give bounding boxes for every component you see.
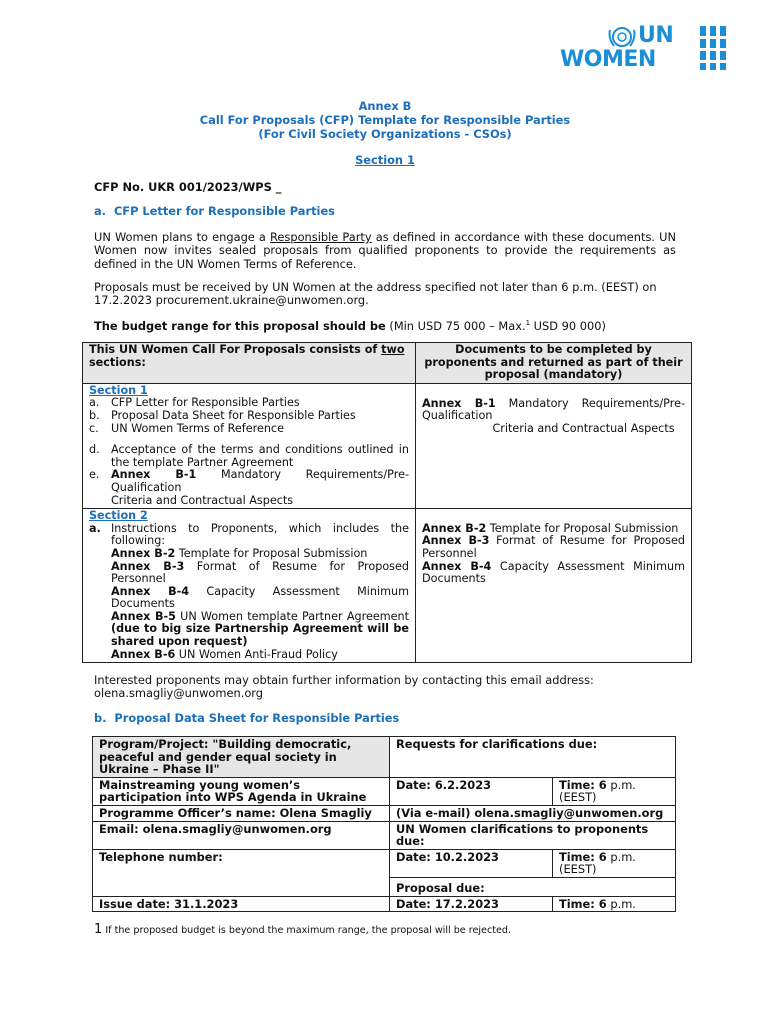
section-1-right-cell: Annex B-1 Mandatory Requirements/Pre-Qualification Criteria and Contractual Aspects (416, 383, 692, 508)
date2-cell: Date: 10.2.2023 (390, 849, 553, 877)
list-item: b. Proposal Data Sheet for Responsible Parties (89, 408, 356, 422)
list-item: c. UN Women Terms of Reference (89, 421, 284, 435)
cfp-number: CFP No. UKR 001/2023/WPS _ (94, 180, 282, 194)
contact-paragraph: Interested proponents may obtain further information by contacting this email address: olena.smagliy@unwomen.org (94, 673, 594, 701)
un-women-logo (560, 23, 730, 72)
budget-range: The budget range for this proposal should be (Min USD 75 000 – Max.$^1$ USD 90 000) (94, 319, 606, 333)
section-2-label: Section 2 (89, 509, 148, 523)
document-title: Call For Proposals (CFP) Template for Responsible Parties (199, 113, 571, 127)
requests-cell: Requests for clarifications due: (390, 737, 676, 778)
time2-cell: Time: 6 p.m. (EEST) (553, 849, 676, 877)
logo-pillars-icon (698, 24, 728, 72)
program-cell: Program/Project: "Building democratic, peaceful and gender equal society in Ukraine – Phase II" (93, 737, 390, 778)
logo-women: WOMEN (560, 47, 656, 72)
date3-cell: Date: 17.2.2023 (390, 896, 553, 912)
sections-header-left: This UN Women Call For Proposals consists of two sections: (83, 343, 416, 384)
footnote: 1 If the proposed budget is beyond the maximum range, the proposal will be rejected. (94, 922, 512, 937)
section-1-heading: Section 1 (355, 153, 415, 167)
telephone-cell: Telephone number: (93, 849, 390, 896)
section-a-heading: a. CFP Letter for Responsible Parties (94, 204, 335, 218)
issue-date-cell: Issue date: 31.1.2023 (93, 896, 390, 912)
proposal-due-cell: Proposal due: (390, 878, 676, 897)
deadline-paragraph: Proposals must be received by UN Women at the address specified not later than 6 p.m. (EEST) on 17.2.2023 procurement.ukraine@unwomen.org. (94, 280, 657, 308)
list-item: d. Acceptance of the terms and conditions outlined in the template Partner Agreement (89, 443, 409, 469)
time1-cell: Time: 6 p.m. (EEST) (553, 777, 676, 805)
unw-clarifications-cell: UN Women clarifications to proponents due: (390, 821, 676, 849)
list-item: a. Instructions to Proponents, which includes the following: (89, 521, 409, 548)
list-item: e. Annex B-1 Mandatory Requirements/Pre-Qualification Criteria and Contractual Aspects (89, 468, 409, 507)
officer-cell: Programme Officer’s name: Olena Smagliy (93, 805, 390, 821)
mainstream-cell: Mainstreaming young women’s participation into WPS Agenda in Ukraine (93, 777, 390, 805)
sections-table (82, 342, 692, 663)
section-2-right-cell: Annex B-2 Template for Proposal Submission Annex B-3 Format of Resume for Proposed Personnel Annex B-4 Capacity Assessment Minimum Documents (416, 509, 692, 663)
time3-cell: Time: 6 p.m. (553, 896, 676, 912)
section-2-cell: Section 2 a. Instructions to Proponents, which includes the following: Annex B-2 Template for Proposal Submission Annex B-3 Format of Resume for Proposed Personnel Annex B-4 Capacity Assessment Minimum Documents Annex B-5 UN Women template Partner Agreement (due to big size Partnership Agreement will be shared upon request) Annex B-6 UN Women Anti-Fraud Policy (83, 509, 416, 663)
logo-un: UN (638, 23, 674, 48)
intro-paragraph: UN Women plans to engage a Responsible Party as defined in accordance with these documents. UN Women now invites sealed proposals from qualified proponents to provide the requirements as defined in the UN Women Terms of Reference. (94, 230, 676, 271)
annex-title: Annex B (358, 99, 412, 113)
responsible-party-link: Responsible Party (270, 230, 372, 244)
proposal-data-table (92, 736, 676, 912)
section-1-label: Section 1 (89, 383, 148, 397)
email-cell: Email: olena.smagliy@unwomen.org (93, 821, 390, 849)
via-email-cell: (Via e-mail) olena.smagliy@unwomen.org (390, 805, 676, 821)
date1-cell: Date: 6.2.2023 (390, 777, 553, 805)
section-b-heading: b. Proposal Data Sheet for Responsible Parties (94, 711, 400, 725)
list-item: a. CFP Letter for Responsible Parties (89, 396, 300, 410)
document-subtitle: (For Civil Society Organizations - CSOs) (258, 127, 512, 141)
section-1-cell (83, 383, 416, 508)
sections-header-right: Documents to be completed by proponents and returned as part of their proposal (mandatory) (416, 343, 692, 384)
